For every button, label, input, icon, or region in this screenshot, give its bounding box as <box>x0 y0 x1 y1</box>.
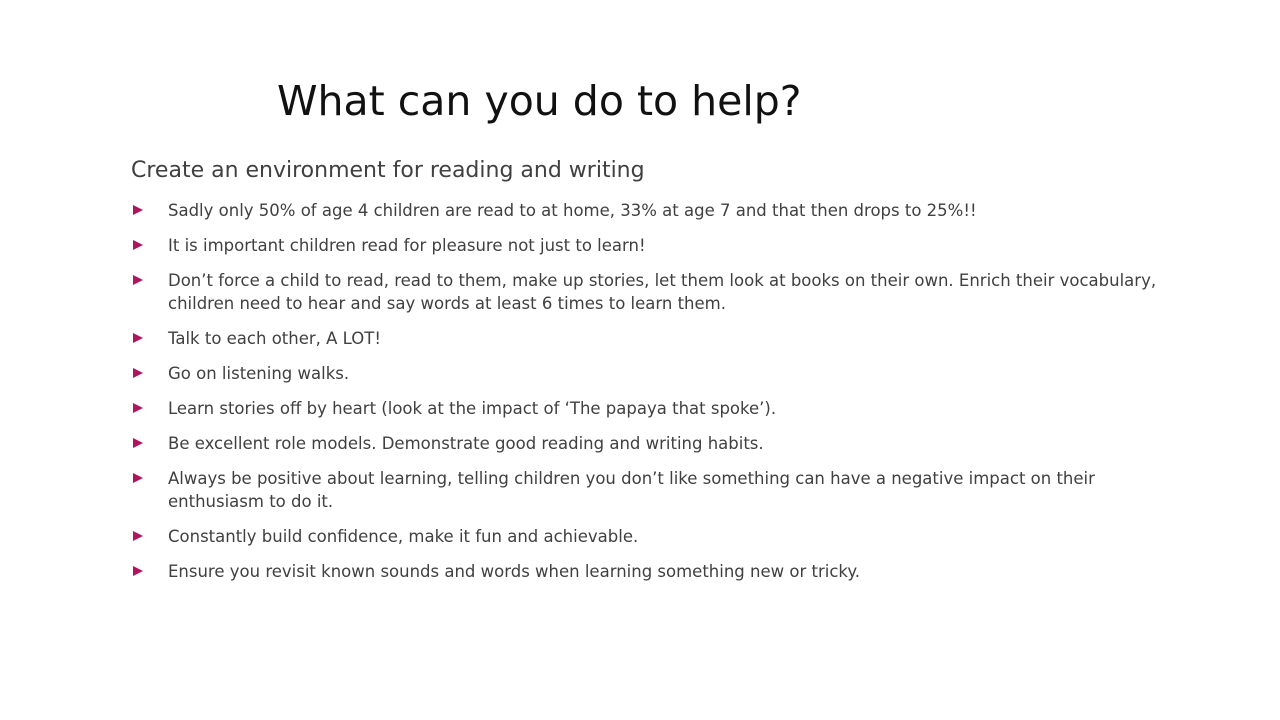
triangle-right-icon <box>133 531 143 541</box>
triangle-right-icon <box>133 205 143 215</box>
bullet-item <box>131 199 1191 222</box>
bullet-item <box>131 269 1191 315</box>
slide-title: What can you do to help? <box>277 77 802 125</box>
triangle-right-icon <box>133 368 143 378</box>
bullet-item <box>131 432 1191 455</box>
triangle-right-icon <box>133 275 143 285</box>
triangle-right-icon <box>133 438 143 448</box>
bullet-list <box>131 199 1191 583</box>
triangle-right-icon <box>133 473 143 483</box>
bullet-text: Constantly build confidence, make it fun and achievable. <box>168 527 639 546</box>
bullet-text: Learn stories off by heart (look at the impact of ‘The papaya that spoke’). <box>168 399 777 418</box>
bullet-text: Talk to each other, A LOT! <box>168 329 381 348</box>
bullet-item <box>131 327 1191 350</box>
bullet-text: Be excellent role models. Demonstrate good reading and writing habits. <box>168 434 764 453</box>
bullet-item <box>131 467 1191 513</box>
bullet-text: Sadly only 50% of age 4 children are read to at home, 33% at age 7 and that then drops to 25%!! <box>168 201 977 220</box>
bullet-text: Don’t force a child to read, read to them, make up stories, let them look at books on their own. Enrich their vocabulary, children need to hear and say words at least 6 times to learn them. <box>168 271 1157 313</box>
slide-subtitle: Create an environment for reading and writing <box>131 158 645 183</box>
slide-content <box>131 153 1191 595</box>
triangle-right-icon <box>133 566 143 576</box>
bullet-text: Ensure you revisit known sounds and words when learning something new or tricky. <box>168 562 861 581</box>
bullet-item <box>131 362 1191 385</box>
bullet-item <box>131 234 1191 257</box>
bullet-text: Go on listening walks. <box>168 364 350 383</box>
bullet-item <box>131 560 1191 583</box>
triangle-right-icon <box>133 333 143 343</box>
bullet-text: It is important children read for pleasure not just to learn! <box>168 236 646 255</box>
bullet-item <box>131 397 1191 420</box>
triangle-right-icon <box>133 403 143 413</box>
bullet-text: Always be positive about learning, telling children you don’t like something can have a negative impact on their enthusiasm to do it. <box>168 469 1095 511</box>
triangle-right-icon <box>133 240 143 250</box>
bullet-item <box>131 525 1191 548</box>
